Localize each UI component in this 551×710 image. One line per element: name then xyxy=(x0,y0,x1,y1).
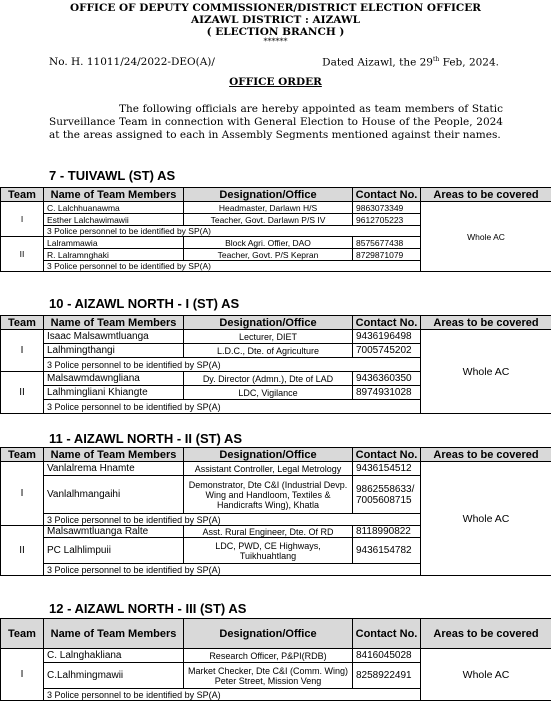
col-header-team: Team xyxy=(1,188,44,202)
police-note: 3 Police personnel to be identified by SP(A) xyxy=(44,514,421,526)
member-designation: L.D.C., Dte. of Agriculture xyxy=(184,344,353,358)
district-name: AIZAWL DISTRICT : AIZAWL xyxy=(0,14,551,26)
member-designation: Demonstrator, Dte C&I (Industrial Devp. Wing and Handloom, Textiles & Handicrafts Wing), Khatla xyxy=(184,476,353,514)
member-contact: 8258922491 xyxy=(353,663,421,689)
team-number: I xyxy=(1,462,44,526)
member-name: Lalrammawia xyxy=(44,237,184,249)
office-name: OFFICE OF DEPUTY COMMISSIONER/DISTRICT ELECTION OFFICER xyxy=(0,2,551,14)
order-date: Dated Aizawl, the 29th Feb, 2024. xyxy=(322,56,499,69)
section-title: 7 - TUIVAWL (ST) AS xyxy=(49,168,175,183)
col-header-contact: Contact No. xyxy=(353,448,421,462)
member-name: C. Lalnghakliana xyxy=(44,649,184,663)
member-designation: Dy. Director (Admn.), Dte of LAD xyxy=(184,372,353,386)
col-header-contact: Contact No. xyxy=(353,619,421,649)
col-header-designation: Designation/Office xyxy=(184,316,353,330)
intro-paragraph: The following officials are hereby appointed as team members of Static Surveillance Team in connection with General Election to House of the People, 2024 at the areas assigned to each in Assembly Segments mentioned against their names. xyxy=(49,103,503,142)
member-designation: LDC, PWD, CE Highways, Tuikhuahtlang xyxy=(184,538,353,564)
member-name: Vanlalrema Hnamte xyxy=(44,462,184,476)
member-contact: 7005745202 xyxy=(353,344,421,358)
member-name: PC Lalhlimpuii xyxy=(44,538,184,564)
member-designation: Market Checker, Dte C&I (Comm. Wing) Peter Street, Mission Veng xyxy=(184,663,353,689)
col-header-contact: Contact No. xyxy=(353,316,421,330)
member-name: C.Lalhmingmawii xyxy=(44,663,184,689)
col-header-areas: Areas to be covered xyxy=(421,188,551,202)
team-table xyxy=(0,315,551,414)
col-header-designation: Designation/Office xyxy=(184,188,353,202)
member-contact: 8416045028 xyxy=(353,649,421,663)
member-contact: 8575677438 xyxy=(353,237,421,249)
col-header-team: Team xyxy=(1,316,44,330)
team-number: II xyxy=(1,526,44,576)
col-header-areas: Areas to be covered xyxy=(421,619,551,649)
member-contact: 9612705223 xyxy=(353,214,421,226)
member-contact: 8118990822 xyxy=(353,526,421,538)
col-header-name: Name of Team Members xyxy=(44,316,184,330)
police-note: 3 Police personnel to be identified by SP(A) xyxy=(44,564,421,576)
col-header-name: Name of Team Members xyxy=(44,448,184,462)
member-row xyxy=(1,202,551,214)
team-number: I xyxy=(1,330,44,372)
member-designation: Research Officer, P&PI(RDB) xyxy=(184,649,353,663)
police-note: 3 Police personnel to be identified by SP(A) xyxy=(44,261,421,272)
member-name: Vanlalhmangaihi xyxy=(44,476,184,514)
team-table xyxy=(0,187,551,272)
reference-line xyxy=(49,56,499,69)
col-header-designation: Designation/Office xyxy=(184,448,353,462)
header-row xyxy=(1,619,551,649)
col-header-team: Team xyxy=(1,619,44,649)
area-covered: Whole AC xyxy=(421,649,551,701)
member-name: Malsawmdawngliana xyxy=(44,372,184,386)
team-number: I xyxy=(1,202,44,237)
area-covered: Whole AC xyxy=(421,462,551,576)
col-header-contact: Contact No. xyxy=(353,188,421,202)
header-row xyxy=(1,316,551,330)
member-row xyxy=(1,649,551,663)
member-name: Lalhmingliani Khiangte xyxy=(44,386,184,400)
branch-name: ( ELECTION BRANCH ) xyxy=(0,26,551,38)
police-note: 3 Police personnel to be identified by SP(A) xyxy=(44,400,421,414)
member-designation: LDC, Vigilance xyxy=(184,386,353,400)
col-header-name: Name of Team Members xyxy=(44,619,184,649)
member-contact: 8974931028 xyxy=(353,386,421,400)
section-title: 10 - AIZAWL NORTH - I (ST) AS xyxy=(49,296,239,311)
separator-stars: ****** xyxy=(0,38,551,46)
member-designation: Asst. Rural Engineer, Dte. Of RD xyxy=(184,526,353,538)
team-table xyxy=(0,447,551,576)
area-covered: Whole AC xyxy=(421,202,551,272)
team-number: II xyxy=(1,372,44,414)
member-name: Lalhmingthangi xyxy=(44,344,184,358)
member-name: C. Lalchhuanawma xyxy=(44,202,184,214)
header-row xyxy=(1,188,551,202)
col-header-name: Name of Team Members xyxy=(44,188,184,202)
member-contact: 9436154512 xyxy=(353,462,421,476)
member-contact: 9436196498 xyxy=(353,330,421,344)
reference-number: No. H. 11011/24/2022-DEO(A)/ xyxy=(49,56,215,69)
member-name: Malsawmtluanga Ralte xyxy=(44,526,184,538)
police-note: 3 Police personnel to be identified by SP(A) xyxy=(44,358,421,372)
member-designation: Teacher, Govt. Darlawn P/S IV xyxy=(184,214,353,226)
police-note: 3 Police personnel to be identified by SP(A) xyxy=(44,226,421,237)
member-row xyxy=(1,330,551,344)
member-designation: Block Agri. Offier, DAO xyxy=(184,237,353,249)
col-header-designation: Designation/Office xyxy=(184,619,353,649)
member-designation: Headmaster, Darlawn H/S xyxy=(184,202,353,214)
order-title: OFFICE ORDER xyxy=(0,76,551,88)
member-contact: 9862558633/ 7005608715 xyxy=(353,476,421,514)
member-name: Esther Lalchawimawii xyxy=(44,214,184,226)
area-covered: Whole AC xyxy=(421,330,551,414)
section-title: 12 - AIZAWL NORTH - III (ST) AS xyxy=(49,601,246,616)
member-name: Isaac Malsawmtluanga xyxy=(44,330,184,344)
col-header-areas: Areas to be covered xyxy=(421,448,551,462)
section-title: 11 - AIZAWL NORTH - II (ST) AS xyxy=(49,431,242,446)
col-header-team: Team xyxy=(1,448,44,462)
member-designation: Assistant Controller, Legal Metrology xyxy=(184,462,353,476)
member-contact: 8729871079 xyxy=(353,249,421,261)
member-designation: Lecturer, DIET xyxy=(184,330,353,344)
header-row xyxy=(1,448,551,462)
team-number: II xyxy=(1,237,44,272)
col-header-areas: Areas to be covered xyxy=(421,316,551,330)
member-designation: Teacher, Govt. P/S Kepran xyxy=(184,249,353,261)
team-table xyxy=(0,618,551,701)
team-number: I xyxy=(1,649,44,701)
letterhead xyxy=(0,2,551,38)
member-contact: 9436154782 xyxy=(353,538,421,564)
member-name: R. Lalramnghaki xyxy=(44,249,184,261)
member-row xyxy=(1,462,551,476)
member-contact: 9863073349 xyxy=(353,202,421,214)
police-note: 3 Police personnel to be identified by SP(A) xyxy=(44,689,421,701)
member-contact: 9436360350 xyxy=(353,372,421,386)
